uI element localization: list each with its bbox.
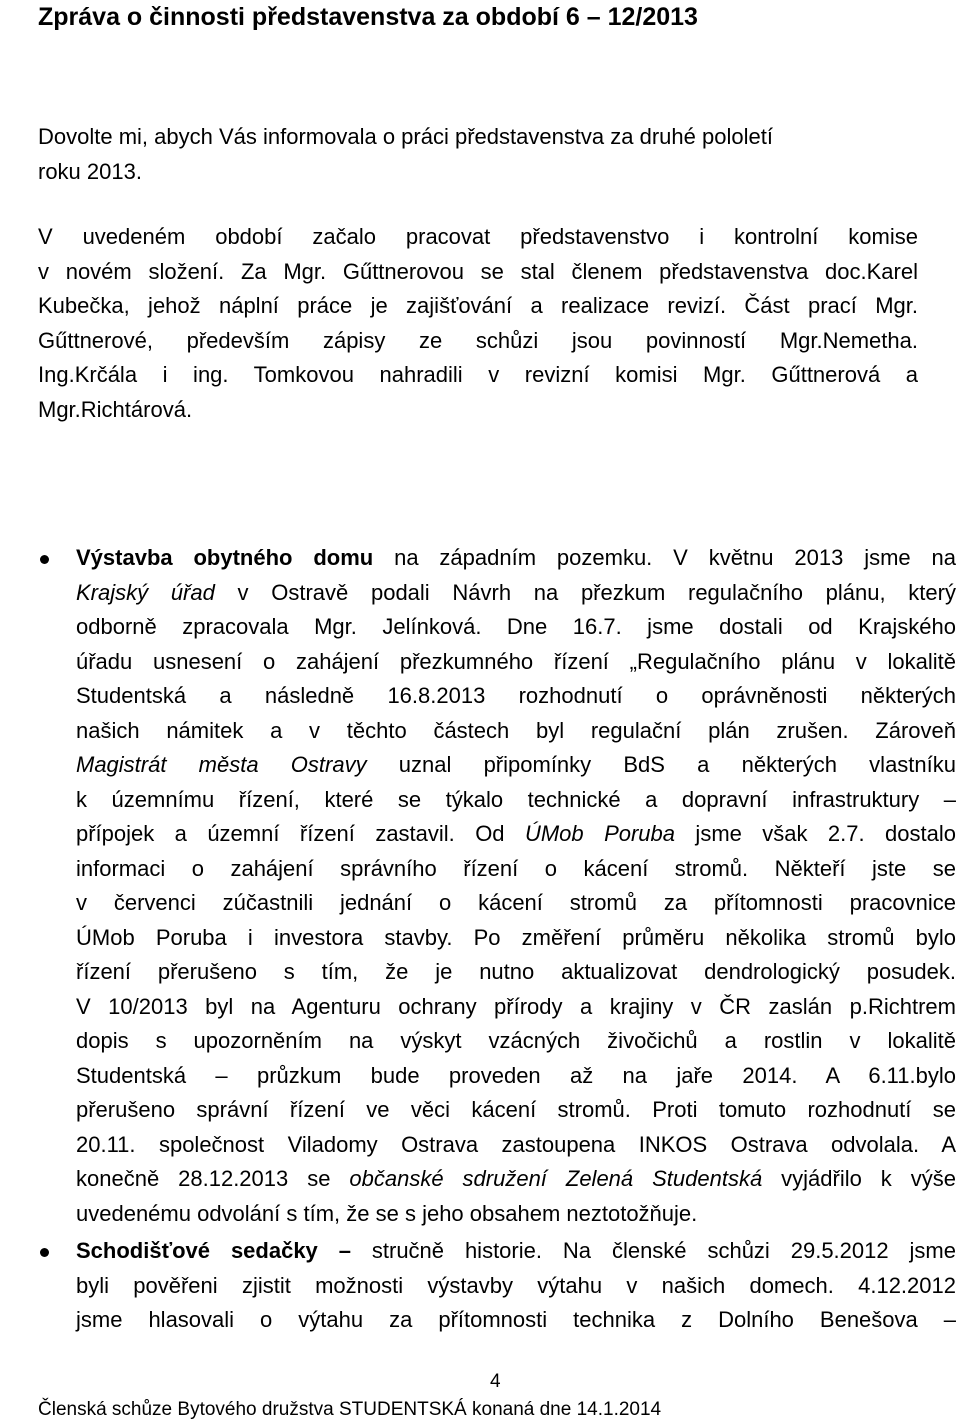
bullet-heading: Výstavba obytného domu bbox=[76, 545, 374, 570]
italic-text: Krajský úřad bbox=[76, 579, 215, 605]
bullet-line: odborně zpracovala Mgr. Jelínková. Dne 16.7. jsme dostali od Krajského bbox=[76, 614, 956, 639]
document-title: Zpráva o činnosti představenstva za období 6 – 12/2013 bbox=[38, 3, 698, 31]
bullet-line: informaci o zahájení správního řízení o kácení stromů. Někteří jste se bbox=[76, 855, 956, 881]
bullet-line: našich námitek a v těchto částech byl regulační plán zrušen. Zároveň bbox=[76, 717, 956, 743]
bullet-line: byli pověřeni zjistit možnosti výstavby výtahu v našich domech. 4.12.2012 bbox=[76, 1272, 956, 1298]
bullet-line: Studentská a následně 16.8.2013 rozhodnutí o oprávněnosti některých bbox=[76, 683, 956, 708]
bullet-line bbox=[76, 748, 956, 783]
italic-text: Magistrát města Ostravy bbox=[76, 752, 367, 777]
footer-text: Členská schůze Bytového družstva STUDENTSKÁ konaná dne 14.1.2014 bbox=[38, 1399, 662, 1420]
bullet-construction bbox=[76, 541, 956, 1231]
bullet-line: přerušeno správní řízení ve věci kácení stromů. Proti tomuto rozhodnutí se bbox=[76, 1097, 956, 1122]
commission-paragraph bbox=[38, 220, 918, 427]
bullet-text: vyjádřilo k výše bbox=[762, 1166, 956, 1191]
bullet-text: jsme však 2.7. dostalo bbox=[675, 821, 956, 846]
bullet-line: řízení přerušeno s tím, že je nutno aktualizovat dendrologický posudek. bbox=[76, 959, 956, 984]
bullet-line: Studentská – průzkum bude proveden až na jaře 2014. A 6.11.bylo bbox=[76, 1062, 956, 1088]
bullet-line: V 10/2013 byl na Agenturu ochrany přírody a krajiny v ČR zaslán p.Richtrem bbox=[76, 993, 956, 1019]
bullet-line: ÚMob Poruba i investora stavby. Po změření průměru několika stromů bylo bbox=[76, 924, 956, 950]
commission-line: V uvedeném období začalo pracovat představenstvo i kontrolní komise bbox=[38, 224, 918, 249]
commission-line: Ing.Krčála i ing. Tomkovou nahradili v revizní komisi Mgr. Gűttnerová a bbox=[38, 362, 918, 387]
commission-line: v novém složení. Za Mgr. Gűttnerovou se stal členem představenstva doc.Karel bbox=[38, 258, 918, 284]
bullet-line: uvedenému odvolání s tím, že se s jeho obsahem neztotožňuje. bbox=[76, 1200, 698, 1226]
italic-text: ÚMob Poruba bbox=[524, 821, 676, 846]
bullet-line: dopis s upozorněním na výskyt vzácných živočichů a rostlin v lokalitě bbox=[76, 1028, 956, 1053]
bullet-line: k územnímu řízení, které se týkalo technické a dopravní infrastruktury – bbox=[76, 786, 956, 812]
bullet-line: jsme hlasovali o výtahu za přítomnosti technika z Dolního Benešova – bbox=[76, 1307, 956, 1332]
bullet-line bbox=[76, 576, 956, 611]
italic-text: občanské sdružení Zelená Studentská bbox=[349, 1166, 763, 1191]
intro-paragraph bbox=[38, 120, 918, 189]
bullet-line: úřadu usnesení o zahájení přezkumného řízení „Regulačního plánu v lokalitě bbox=[76, 648, 956, 674]
commission-line: Kubečka, jehož náplní práce je zajišťování a realizace revizí. Část prací Mgr. bbox=[38, 293, 918, 318]
bullet-text: na západním pozemku. V květnu 2013 jsme na bbox=[373, 545, 956, 570]
bullet-text: stručně historie. Na členské schůzi 29.5.2012 jsme bbox=[350, 1238, 956, 1263]
page-number: 4 bbox=[490, 1371, 501, 1392]
bullet-text: v Ostravě podali Návrh na přezkum regulačního plánu, který bbox=[214, 579, 956, 605]
bullet-text: uznal připomínky BdS a některých vlastníku bbox=[366, 752, 956, 777]
bullet-marker bbox=[40, 555, 49, 564]
bullet-line: 20.11. společnost Viladomy Ostrava zastoupena INKOS Ostrava odvolala. A bbox=[76, 1131, 956, 1157]
bullet-line bbox=[76, 1162, 956, 1197]
bullet-marker bbox=[40, 1248, 49, 1257]
bullet-stair-seats bbox=[76, 1234, 956, 1338]
bullet-text: přípojek a územní řízení zastavil. Od bbox=[76, 821, 525, 846]
bullet-heading: Schodišťové sedačky – bbox=[76, 1238, 351, 1263]
bullet-text: konečně 28.12.2013 se bbox=[76, 1166, 350, 1191]
commission-line: Gűttnerové, především zápisy ze schůzi jsou povinností Mgr.Nemetha. bbox=[38, 327, 918, 353]
bullet-line bbox=[76, 1234, 956, 1269]
bullet-line: v červenci zúčastnili jednání o kácení stromů za přítomnosti pracovnice bbox=[76, 890, 956, 915]
bullet-line bbox=[76, 817, 956, 852]
intro-line: roku 2013. bbox=[38, 158, 142, 184]
commission-line: Mgr.Richtárová. bbox=[38, 396, 193, 422]
bullet-line bbox=[76, 541, 956, 576]
intro-line: Dovolte mi, abych Vás informovala o práci představenstva za druhé pololetí bbox=[38, 124, 773, 149]
